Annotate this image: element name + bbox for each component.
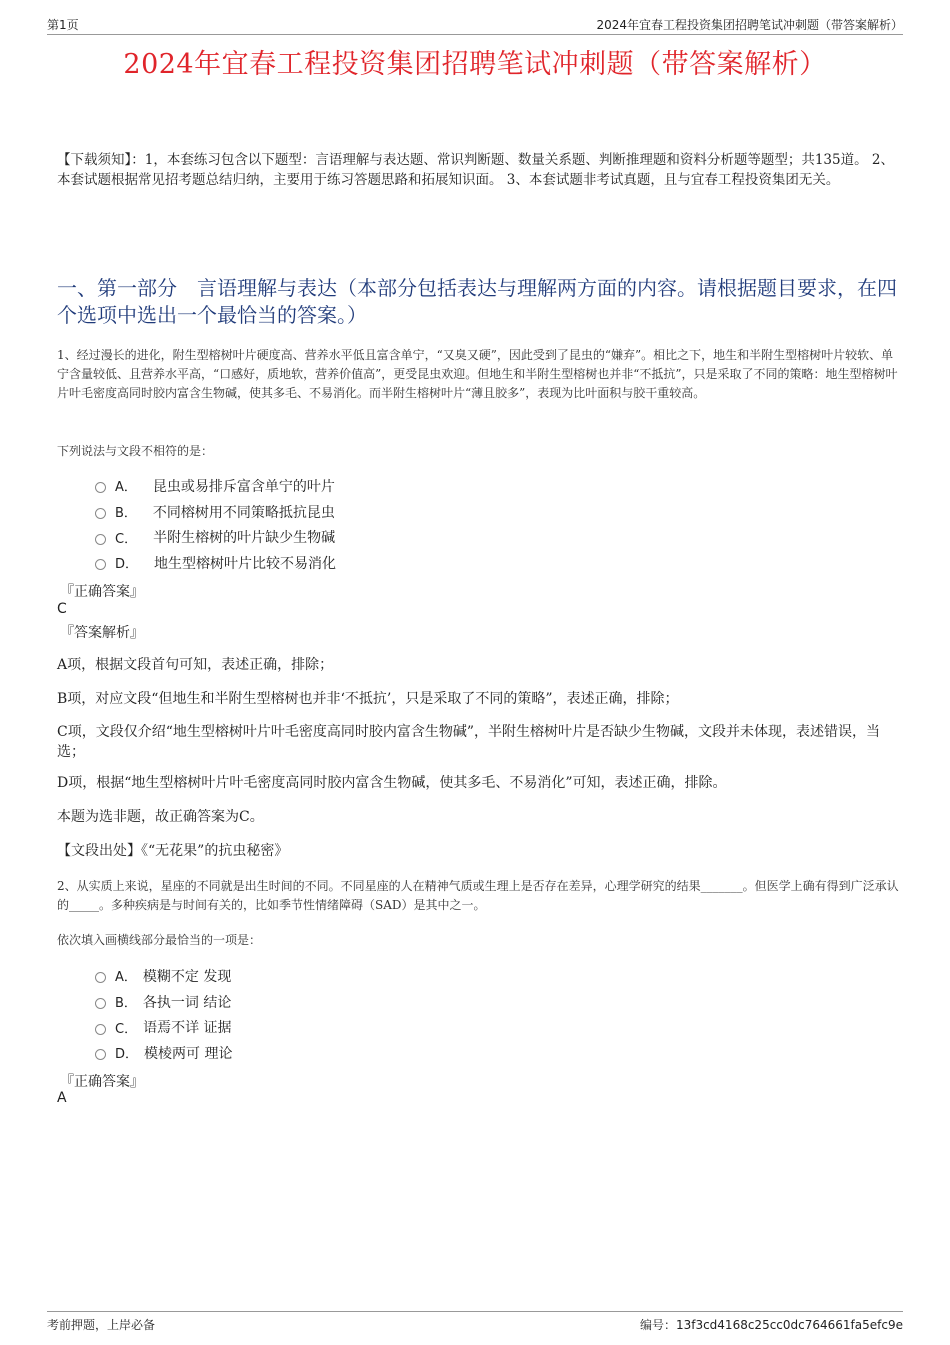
analysis-line: A项，根据文段首句可知，表述正确，排除； (57, 657, 334, 673)
question-1-options (95, 473, 336, 576)
option-b[interactable]: B． 不同榕树用不同策略抵抗昆虫 (95, 499, 336, 525)
analysis-conclusion: 本题为选非题，故正确答案为C。 (57, 809, 264, 825)
answer-label: 『正确答案』 (60, 1074, 144, 1090)
option-a[interactable]: A． 模糊不定 发现 (95, 963, 232, 989)
footer-id: 编号：13f3cd4168c25cc0dc764661fa5efc9e (639, 1318, 903, 1332)
option-c[interactable]: C． 语焉不详 证据 (95, 1014, 232, 1040)
radio-icon[interactable] (95, 482, 106, 493)
analysis-line: C项，文段仅介绍“地生型榕树叶片叶毛密度高同时胶内富含生物碱”，半附生榕树叶片是否缺少生物碱，文段并未体现，表述错误，当选； (57, 724, 881, 760)
question-2-options (95, 963, 232, 1066)
option-c[interactable]: C． 半附生榕树的叶片缺少生物碱 (95, 524, 336, 550)
question-1-stem: 1、经过漫长的进化，附生型榕树叶片硬度高、营养水平低且富含单宁，“又臭又硬”，因此受到了昆虫的“嫌弃”。相比之下，地生和半附生型榕树叶片较软、单宁含量较低、且营养水平高，“口感好，质地软，营养价值高”，更受昆虫欢迎。但地生和半附生型榕树也并非“不抵抗”，只是采取了不同的策略：地生型榕树叶片叶毛密度高同时胶内富含生物碱，使其多毛、不易消化。而半附生榕树叶片“薄且胶多”，表现为比叶面积与胶干重较高。 (57, 348, 898, 400)
page-number: 第1页 (47, 18, 79, 32)
analysis-line: B项，对应文段“但地生和半附生型榕树也并非‘不抵抗’，只是采取了不同的策略”，表述正确，排除； (57, 691, 679, 707)
radio-icon[interactable] (95, 998, 106, 1009)
radio-icon[interactable] (95, 1049, 106, 1060)
question-2-stem: 2、从实质上来说，星座的不同就是出生时间的不同。不同星座的人在精神气质或生理上是否存在差异，心理学研究的结果_______。但医学上确有得到广泛承认的_____。多种疾病是与时间有关的，比如季节性情绪障碍（SAD）是其中之一。 (57, 879, 899, 912)
page-footer (47, 1311, 903, 1332)
radio-icon[interactable] (95, 972, 106, 983)
option-a[interactable]: A． 昆虫或易排斥富含单宁的叶片 (95, 473, 336, 499)
option-d[interactable]: D． 地生型榕树叶片比较不易消化 (95, 550, 336, 576)
question-1-prompt: 下列说法与文段不相符的是： (57, 444, 214, 458)
source-note: 【文段出处】《“无花果”的抗虫秘密》 (57, 843, 289, 859)
page-header (47, 14, 903, 35)
correct-answer: C (57, 601, 67, 617)
question-2-prompt: 依次填入画横线部分最恰当的一项是： (57, 933, 262, 947)
document-title: 2024年宜春工程投资集团招聘笔试冲刺题（带答案解析） (123, 49, 827, 80)
analysis-label: 『答案解析』 (60, 625, 144, 641)
option-d[interactable]: D． 模棱两可 理论 (95, 1040, 232, 1066)
correct-answer: A (57, 1090, 67, 1106)
radio-icon[interactable] (95, 559, 106, 570)
radio-icon[interactable] (95, 534, 106, 545)
radio-icon[interactable] (95, 1024, 106, 1035)
download-notice: 【下载须知】：1，本套练习包含以下题型：言语理解与表达题、常识判断题、数量关系题、判断推理题和资料分析题等题型；共135道。 2、本套试题根据常见招考题总结归纳，主要用于练习答题思路和拓展知识面。 3、本套试题非考试真题，且与宜春工程投资集团无关。 (57, 152, 894, 188)
section-heading: 一、第一部分 言语理解与表达（本部分包括表达与理解两方面的内容。请根据题目要求，在四个选项中选出一个最恰当的答案。） (57, 276, 897, 327)
radio-icon[interactable] (95, 508, 106, 519)
answer-label: 『正确答案』 (60, 584, 144, 600)
header-doc-title: 2024年宜春工程投资集团招聘笔试冲刺题（带答案解析） (596, 18, 903, 32)
analysis-line: D项，根据“地生型榕树叶片叶毛密度高同时胶内富含生物碱，使其多毛、不易消化”可知，表述正确，排除。 (57, 775, 727, 791)
footer-slogan: 考前押题，上岸必备 (47, 1318, 156, 1332)
option-b[interactable]: B． 各执一词 结论 (95, 989, 232, 1015)
